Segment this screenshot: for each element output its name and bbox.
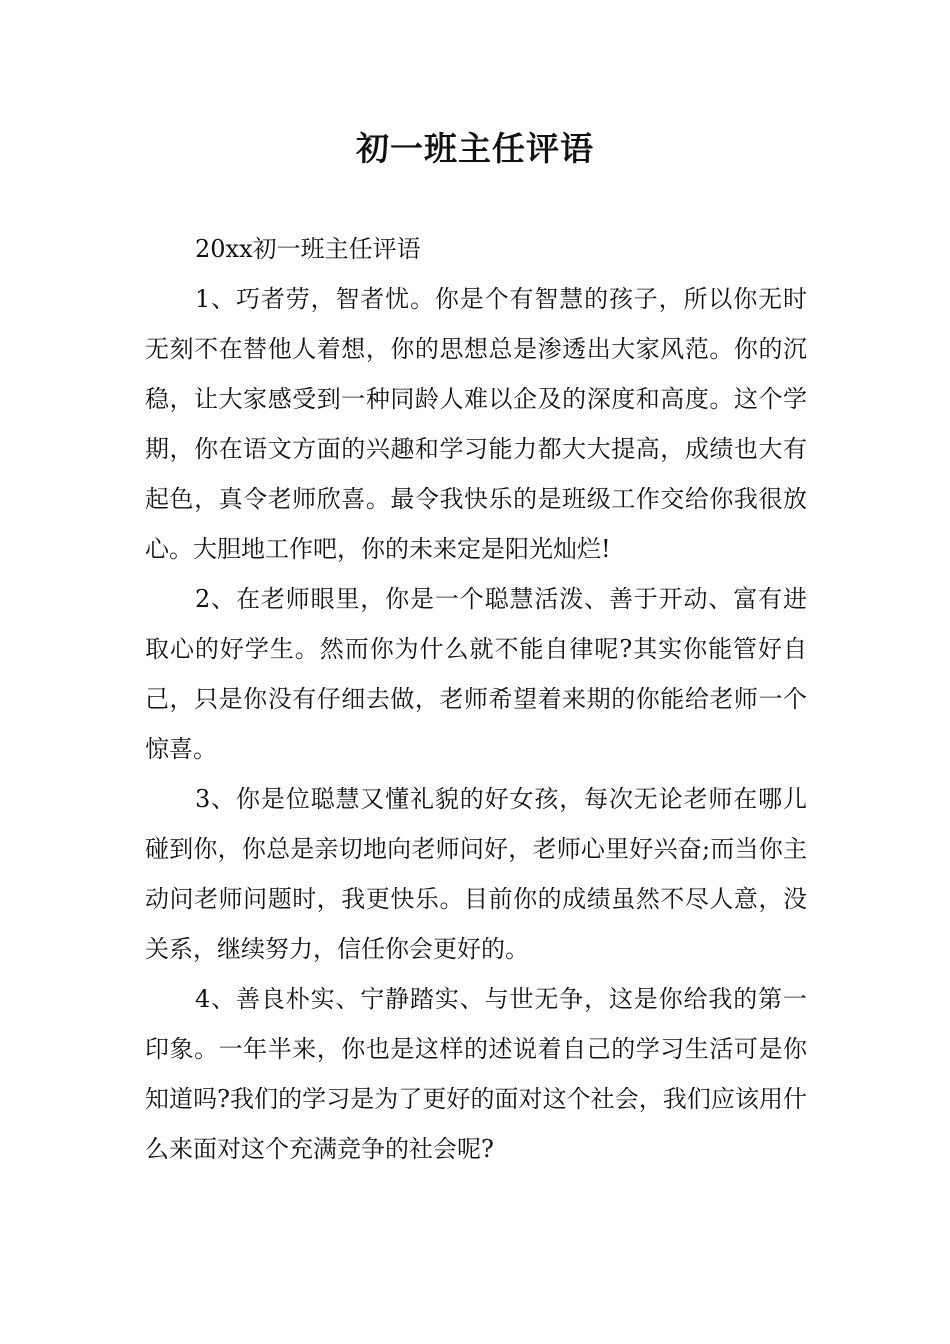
comment-paragraph-4: 4、善良朴实、宁静踏实、与世无争，这是你给我的第一印象。一年半来，你也是这样的述说着自己的学习生活可是你知道吗?我们的学习是为了更好的面对这个社会，我们应该用什么来面对这个充满竞争的社会呢? xyxy=(145,985,807,1163)
document-subtitle: 20xx初一班主任评语 xyxy=(195,235,421,263)
comment-paragraph-1: 1、巧者劳，智者忧。你是个有智慧的孩子，所以你无时无刻不在替他人着想，你的思想总是渗透出大家风范。你的沉稳，让大家感受到一种同龄人难以企及的深度和高度。这个学期，你在语文方面的兴趣和学习能力都大大提高，成绩也大有起色，真令老师欣喜。最令我快乐的是班级工作交给你我很放心。大胆地工作吧，你的未来定是阳光灿烂! xyxy=(145,285,807,563)
comment-paragraph-2: 2、在老师眼里，你是一个聪慧活泼、善于开动、富有进取心的好学生。然而你为什么就不能自律呢?其实你能管好自己，只是你没有仔细去做，老师希望着来期的你能给老师一个惊喜。 xyxy=(145,585,807,763)
document-title: 初一班主任评语 xyxy=(356,129,594,168)
document-body xyxy=(145,224,807,1174)
comment-paragraph-3: 3、你是位聪慧又懂礼貌的好女孩，每次无论老师在哪儿碰到你，你总是亲切地向老师问好，老师心里好兴奋;而当你主动问老师问题时，我更快乐。目前你的成绩虽然不尽人意，没关系，继续努力，信任你会更好的。 xyxy=(145,785,807,963)
